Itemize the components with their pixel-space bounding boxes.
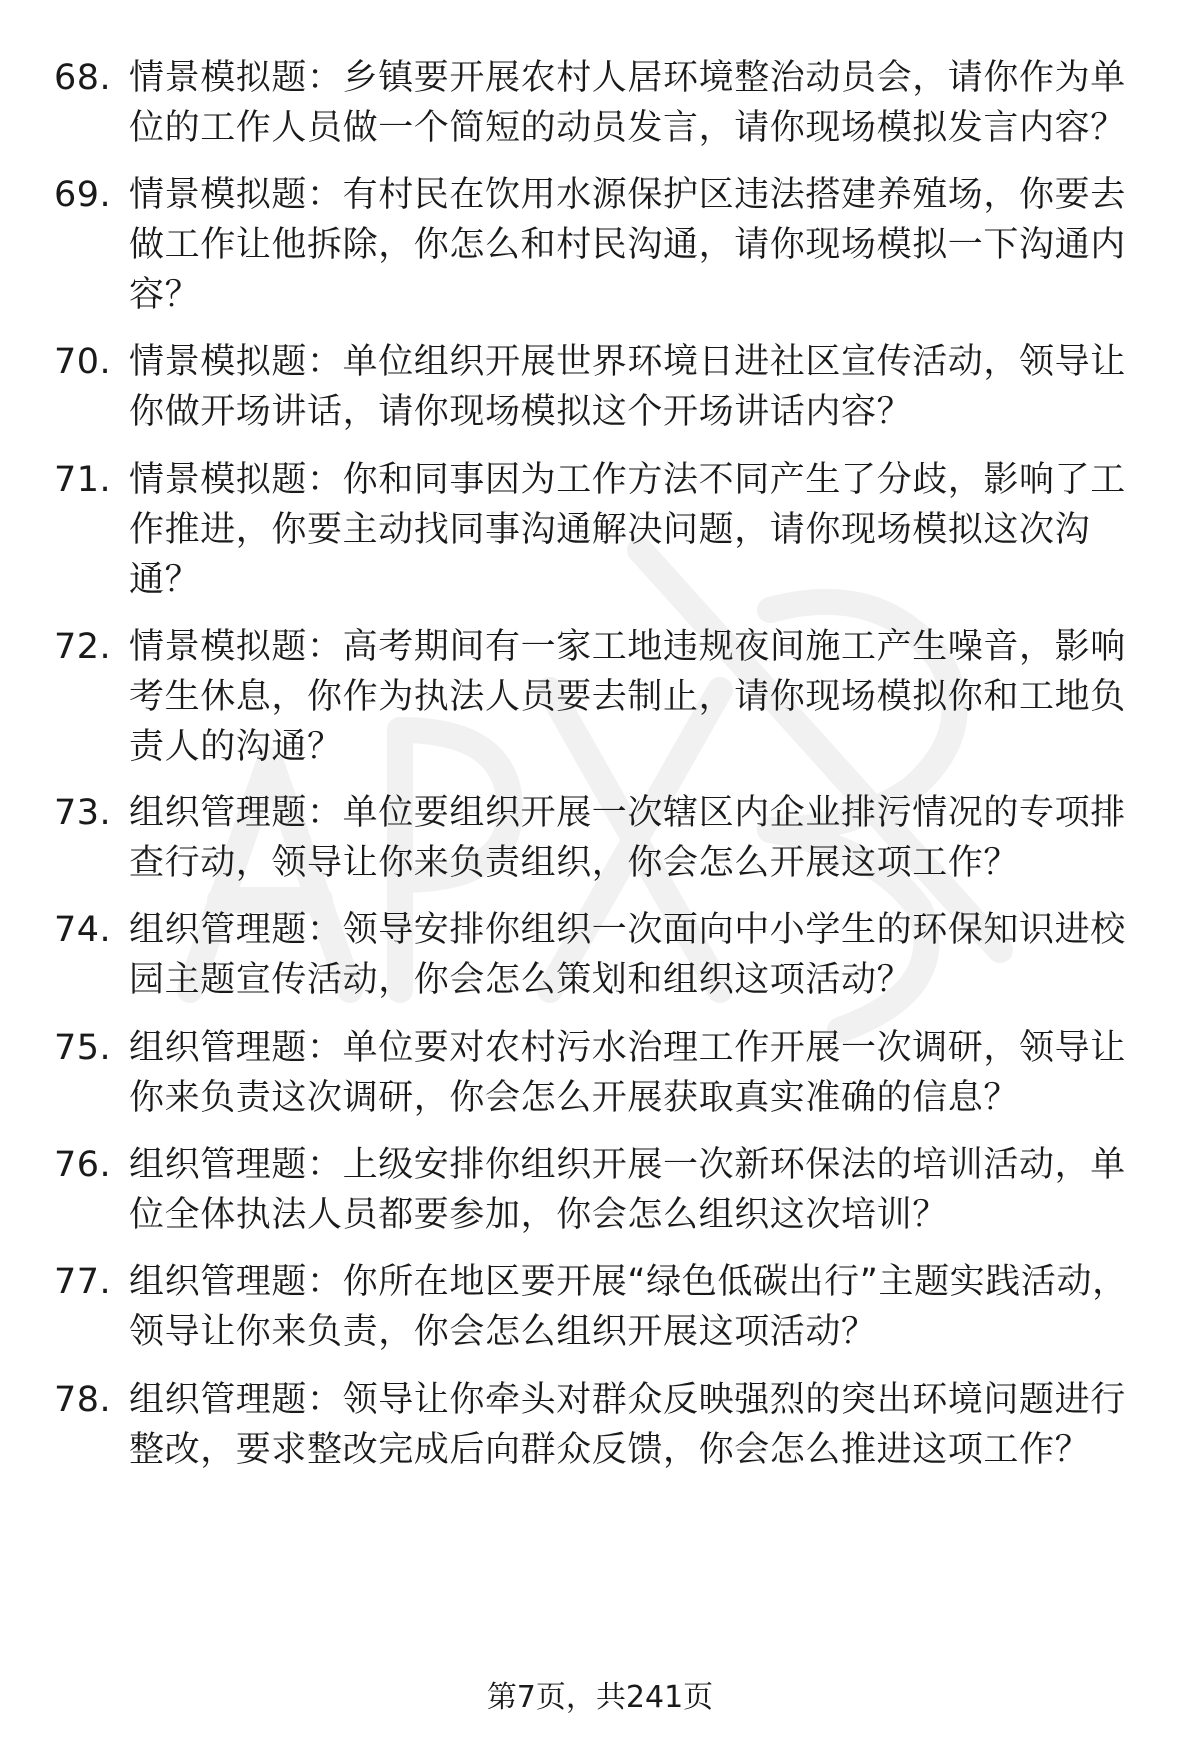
question-text: 组织管理题：你所在地区要开展“绿色低碳出行”主题实践活动，领导让你来负责，你会怎么组织开展这项活动？ — [129, 1262, 1128, 1352]
question-text: 组织管理题：领导安排你组织一次面向中小学生的环保知识进校园主题宣传活动，你会怎么策划和组织这项活动？ — [129, 910, 1126, 1000]
question-number: 75. — [54, 1028, 112, 1068]
page-footer: 第7页，共241页 — [486, 1680, 714, 1715]
question-number: 77. — [54, 1262, 112, 1302]
question-text: 情景模拟题：高考期间有一家工地违规夜间施工产生噪音，影响考生休息，你作为执法人员要去制止，请你现场模拟你和工地负责人的沟通？ — [129, 627, 1126, 767]
question-number: 69. — [54, 175, 112, 215]
question-text: 情景模拟题：你和同事因为工作方法不同产生了分歧，影响了工作推进，你要主动找同事沟通解决问题，请你现场模拟这次沟通？ — [129, 460, 1126, 600]
question-number: 71. — [54, 460, 112, 500]
question-number: 72. — [54, 627, 112, 667]
question-number: 76. — [54, 1145, 112, 1185]
question-number: 78. — [54, 1380, 112, 1420]
question-text: 组织管理题：领导让你牵头对群众反映强烈的突出环境问题进行整改，要求整改完成后向群众反馈，你会怎么推进这项工作？ — [129, 1380, 1126, 1470]
question-number: 68. — [54, 58, 112, 98]
question-text: 情景模拟题：乡镇要开展农村人居环境整治动员会，请你作为单位的工作人员做一个简短的动员发言，请你现场模拟发言内容？ — [129, 58, 1126, 148]
question-text: 组织管理题：单位要对农村污水治理工作开展一次调研，领导让你来负责这次调研，你会怎么开展获取真实准确的信息？ — [129, 1028, 1126, 1118]
question-text: 情景模拟题：有村民在饮用水源保护区违法搭建养殖场，你要去做工作让他拆除，你怎么和村民沟通，请你现场模拟一下沟通内容？ — [129, 175, 1126, 315]
question-text: 组织管理题：上级安排你组织开展一次新环保法的培训活动，单位全体执法人员都要参加，你会怎么组织这次培训？ — [129, 1145, 1126, 1235]
question-text: 情景模拟题：单位组织开展世界环境日进社区宣传活动，领导让你做开场讲话，请你现场模拟这个开场讲话内容？ — [129, 342, 1126, 432]
question-text: 组织管理题：单位要组织开展一次辖区内企业排污情况的专项排查行动，领导让你来负责组织，你会怎么开展这项工作？ — [129, 793, 1126, 883]
question-number: 70. — [54, 342, 112, 382]
question-number: 73. — [54, 793, 112, 833]
question-number: 74. — [54, 910, 112, 950]
